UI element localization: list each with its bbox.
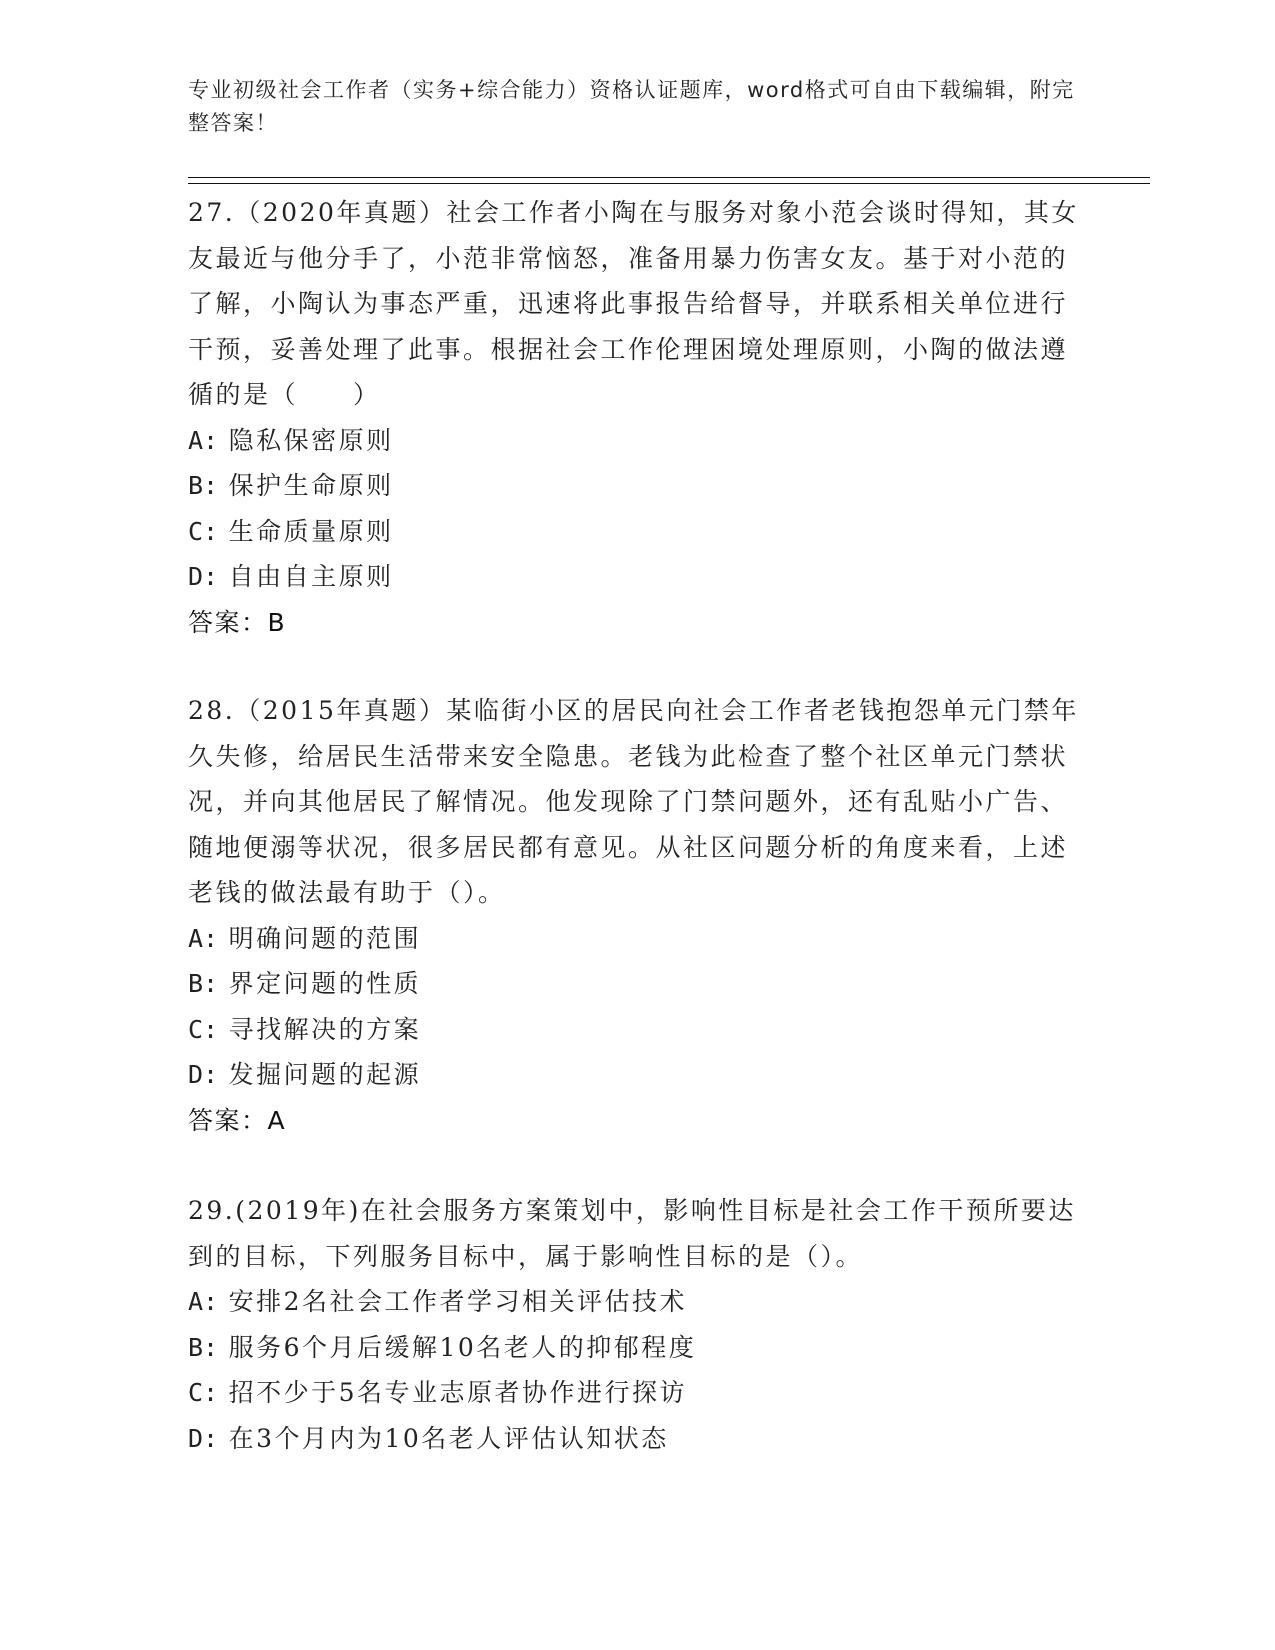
question-29 [188, 1188, 1088, 1461]
option-text: 生命质量原则 [228, 516, 394, 546]
option-b [188, 1325, 1088, 1371]
header-rule-bottom [188, 183, 1150, 184]
option-text: 保护生命原则 [228, 471, 394, 500]
option-text: 自由自主原则 [228, 562, 394, 591]
question-stem: 29.(2019年)在社会服务方案策划中，影响性目标是社会工作干预所要达到的目标，下列服务目标中，属于影响性目标的是（）。 [188, 1196, 1076, 1271]
option-c [188, 1370, 1088, 1416]
option-d [188, 554, 1088, 600]
question-stem: 27.（2020年真题）社会工作者小陶在与服务对象小范会谈时得知，其女友最近与他分手了，小范非常恼怒，准备用暴力伤害女友。基于对小范的了解，小陶认为事态严重，迅速将此事报告给督导，并联系相关单位进行干预，妥善处理了此事。根据社会工作伦理困境处理原则，小陶的做法遵循的是（ ） [188, 198, 1079, 409]
option-text: 隐私保密原则 [228, 425, 394, 455]
option-text: 服务6个月后缓解10名老人的抑郁程度 [228, 1332, 697, 1362]
option-letter: D: [188, 1060, 219, 1089]
option-text: 发掘问题的起源 [228, 1060, 422, 1089]
question-28 [188, 688, 1088, 1143]
option-text: 寻找解决的方案 [228, 1014, 422, 1044]
option-letter: A: [188, 1287, 219, 1316]
option-letter: C: [188, 1014, 219, 1044]
option-d [188, 1416, 1088, 1462]
option-letter: C: [188, 1378, 219, 1407]
option-letter: A: [188, 425, 219, 455]
option-letter: B: [188, 1332, 219, 1362]
question-27 [188, 190, 1088, 645]
option-text: 明确问题的范围 [228, 923, 422, 953]
option-c [188, 1007, 1088, 1053]
option-text: 招不少于5名专业志原者协作进行探访 [228, 1378, 687, 1407]
option-letter: A: [188, 923, 219, 953]
option-text: 安排2名社会工作者学习相关评估技术 [228, 1287, 687, 1316]
option-a [188, 916, 1088, 962]
option-a [188, 418, 1088, 464]
option-letter: B: [188, 969, 219, 998]
header-rule-top [188, 177, 1150, 178]
question-stem: 28.（2015年真题）某临街小区的居民向社会工作者老钱抱怨单元门禁年久失修，给居民生活带来安全隐患。老钱为此检查了整个社区单元门禁状况，并向其他居民了解情况。他发现除了门禁问题外，还有乱贴小广告、随地便溺等状况，很多居民都有意见。从社区问题分析的角度来看，上述老钱的做法最有助于（）。 [188, 696, 1079, 907]
option-b [188, 463, 1088, 509]
option-letter: C: [188, 516, 219, 546]
option-text: 界定问题的性质 [228, 969, 422, 998]
option-a [188, 1279, 1088, 1325]
answer-line: 答案：B [188, 607, 287, 637]
option-d [188, 1052, 1088, 1098]
answer-line: 答案：A [188, 1105, 287, 1135]
option-text: 在3个月内为10名老人评估认知状态 [228, 1423, 669, 1453]
option-letter: B: [188, 471, 219, 500]
option-c [188, 509, 1088, 555]
option-letter: D: [188, 1423, 219, 1453]
page-header: 专业初级社会工作者（实务+综合能力）资格认证题库，word格式可自由下载编辑，附完整答案！ [188, 78, 1075, 135]
option-b [188, 961, 1088, 1007]
option-letter: D: [188, 562, 219, 591]
